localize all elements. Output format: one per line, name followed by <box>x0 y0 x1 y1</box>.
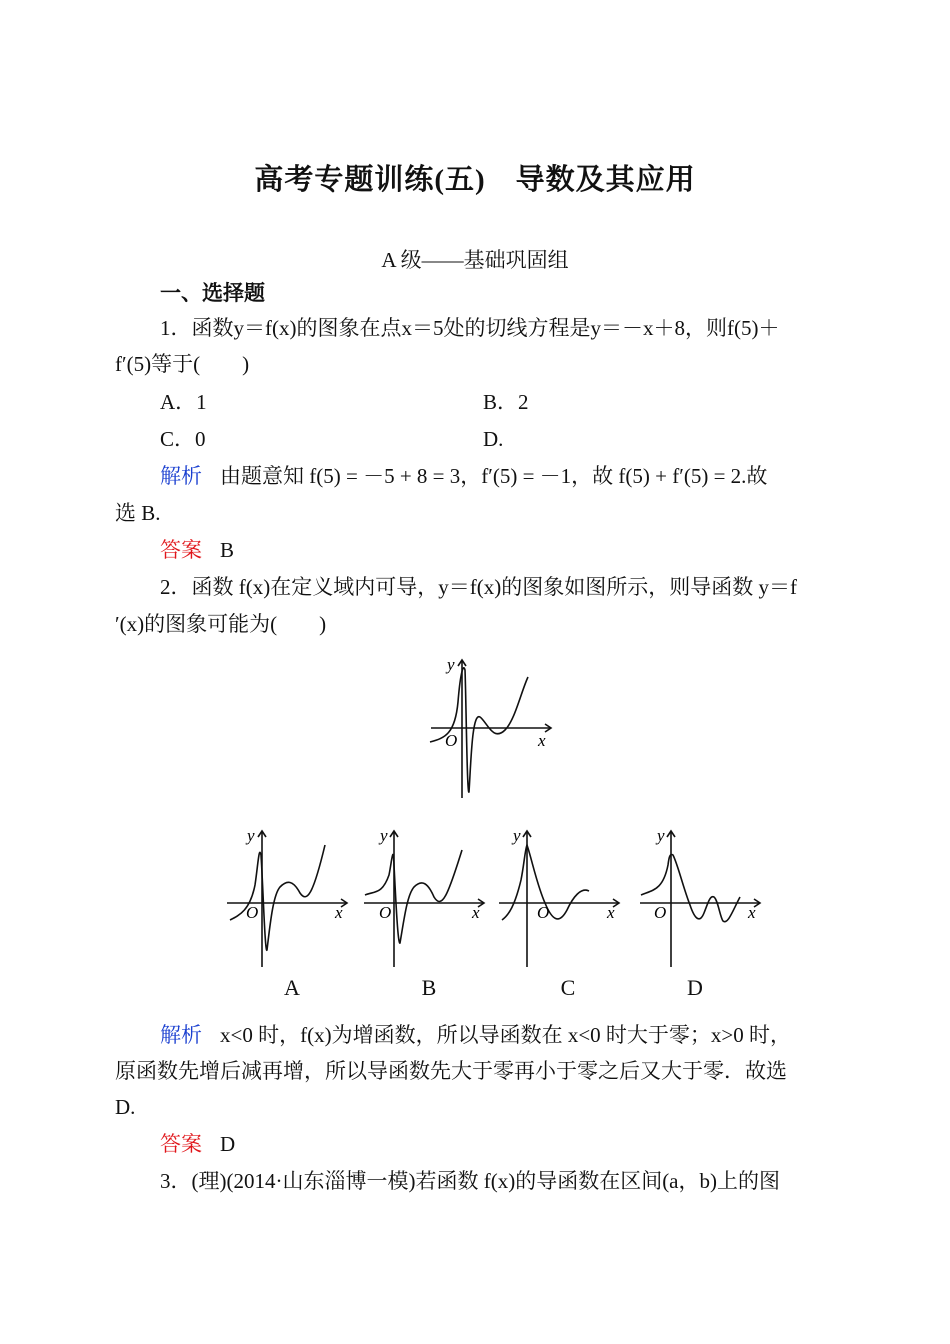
q2-answer <box>160 1129 840 1159</box>
q1-option-c: C．0 <box>160 427 206 451</box>
q2-line1: 2．函数 f(x)在定义域内可导，y＝f(x)的图象如图所示，则导函数 y＝f <box>160 575 797 599</box>
graph-a-curve <box>230 845 325 950</box>
q2-analysis-label: 解析 <box>160 1023 202 1047</box>
q2-main-graph <box>425 652 560 802</box>
graph-label-d: D <box>687 975 703 1000</box>
graph-label-a: A <box>284 975 300 1000</box>
q2-answer-label: 答案 <box>160 1132 202 1156</box>
level-title: A 级——基础巩固组 <box>381 248 569 272</box>
q1-answer <box>160 535 840 565</box>
graph-option-a <box>225 825 355 970</box>
svg-text:O: O <box>537 903 550 922</box>
svg-text:x: x <box>748 903 756 922</box>
svg-text:O: O <box>654 903 667 922</box>
graph-label-c: C <box>560 975 576 1000</box>
function-curve <box>430 668 528 792</box>
graph-option-b <box>362 825 492 970</box>
x-axis-label: x <box>538 731 546 750</box>
q1-option-b: B．2 <box>483 390 529 414</box>
q2-analysis-text1: x<0 时，f(x)为增函数，所以导函数在 x<0 时大于零；x>0 时， <box>220 1023 792 1047</box>
graph-option-c <box>497 825 627 970</box>
q1-line1 <box>160 313 840 343</box>
section-heading: 一、选择题 <box>160 281 265 305</box>
svg-text:y: y <box>657 826 665 845</box>
q1-analysis-line2: 选 B. <box>115 501 161 525</box>
q2-answer-value: D <box>220 1132 236 1156</box>
q2-analysis-line1 <box>160 1020 840 1050</box>
q1-number: 1． <box>160 316 192 340</box>
svg-text:x: x <box>335 903 343 922</box>
q1-analysis-line1 <box>160 461 840 491</box>
graph-option-d <box>638 825 768 970</box>
q1-option-d: D. <box>483 427 504 451</box>
svg-text:O: O <box>246 903 259 922</box>
q1-line2: f′(5)等于( ) <box>115 352 250 376</box>
svg-text:y: y <box>380 826 388 845</box>
q3-line1: 3．(理)(2014·山东淄博一模)若函数 f(x)的导函数在区间(a，b)上的图 <box>160 1169 781 1193</box>
svg-text:x: x <box>472 903 480 922</box>
origin-label: O <box>445 731 458 750</box>
page-title: 高考专题训练(五) 导数及其应用 <box>254 164 696 196</box>
q1-answer-value: B <box>220 538 235 562</box>
q2-analysis-line2: 原函数先增后减再增，所以导函数先大于零再小于零之后又大于零．故选 <box>115 1059 787 1083</box>
q1-analysis-label: 解析 <box>160 464 202 488</box>
q1-option-a: A．1 <box>160 390 207 414</box>
svg-text:y: y <box>513 826 521 845</box>
y-axis-label: y <box>447 655 455 674</box>
q1-analysis-text1: 由题意知 f(5) = －5 + 8 = 3，f′(5) = －1，故 f(5) + f′(5) = 2.故 <box>220 464 768 488</box>
svg-text:x: x <box>607 903 615 922</box>
q1-answer-label: 答案 <box>160 538 202 562</box>
q2-analysis-line3: D. <box>115 1095 136 1119</box>
graph-label-b: B <box>421 975 437 1000</box>
q1-text-line1: 函数y＝f(x)的图象在点x＝5处的切线方程是y＝－x＋8，则f(5)＋ <box>191 316 780 340</box>
svg-text:O: O <box>379 903 392 922</box>
graph-b-curve <box>365 850 462 943</box>
svg-text:y: y <box>247 826 255 845</box>
q2-line2: ′(x)的图象可能为( ) <box>115 612 327 636</box>
